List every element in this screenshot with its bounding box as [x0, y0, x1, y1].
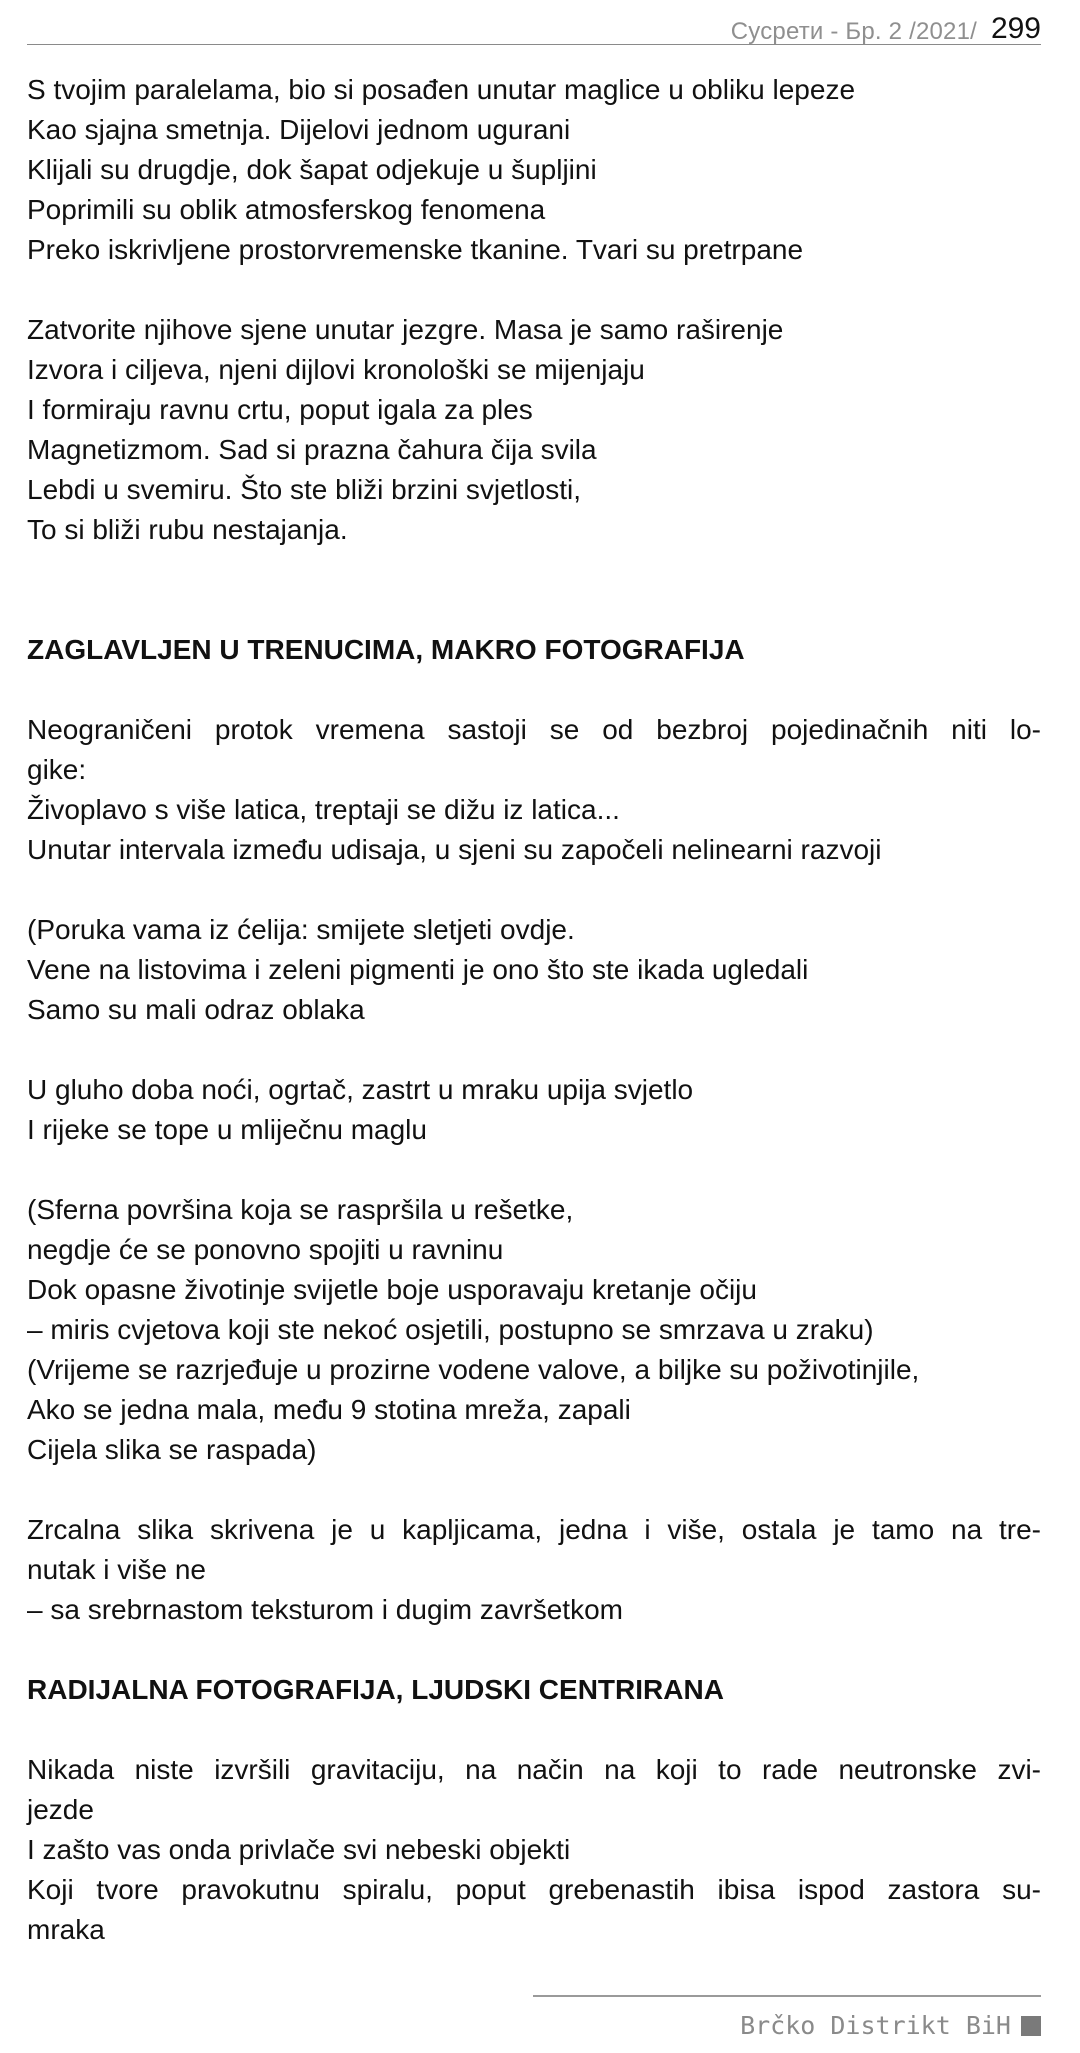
- poem-line: gike:: [27, 754, 87, 785]
- poem-line: Koji tvore pravokutnu spiralu, poput grebenastih ibisa ispod zastora su-: [27, 1874, 1041, 1905]
- poem-line: Neograničeni protok vremena sastoji se od bezbroj pojedinačnih niti lo-: [27, 714, 1041, 745]
- poem-line: Živoplavo s više latica, treptaji se dižu iz latica...: [27, 794, 620, 825]
- running-header: [27, 8, 1041, 45]
- poem-line: Magnetizmom. Sad si prazna čahura čija svila: [27, 434, 597, 465]
- poem-line: – sa srebrnastom teksturom i dugim završetkom: [27, 1594, 623, 1625]
- poem-content: [27, 70, 1041, 1950]
- poem-line: Izvora i ciljeva, njeni dijlovi kronološki se mijenjaju: [27, 354, 645, 385]
- paragraph-4: [27, 1190, 1041, 1470]
- poem-line: Kao sjajna smetnja. Dijelovi jednom ugurani: [27, 114, 571, 145]
- poem-line: S tvojim paralelama, bio si posađen unutar maglice u obliku lepeze: [27, 74, 856, 105]
- poem-title-radijalna: RADIJALNA FOTOGRAFIJA, LJUDSKI CENTRIRANA: [27, 1674, 724, 1705]
- poem-line: U gluho doba noći, ogrtač, zastrt u mraku upija svjetlo: [27, 1074, 694, 1105]
- poem-line: mraka: [27, 1914, 105, 1945]
- poem-line: I zašto vas onda privlače svi nebeski objekti: [27, 1834, 571, 1865]
- poem-line: – miris cvjetova koji ste nekoć osjetili, postupno se smrzava u zraku): [27, 1314, 874, 1345]
- paragraph-2: [27, 910, 1041, 1030]
- poem-line: Vene na listovima i zeleni pigmenti je ono što ste ikada ugledali: [27, 954, 809, 985]
- poem-line: Zrcalna slika skrivena je u kapljicama, jedna i više, ostala je tamo na tre-: [27, 1514, 1041, 1545]
- poem-line: Samo su mali odraz oblaka: [27, 994, 365, 1025]
- poem-line: Preko iskrivljene prostorvremenske tkanine. Tvari su pretrpane: [27, 234, 804, 265]
- poem-line: Unutar intervala između udisaja, u sjeni su započeli nelinearni razvoji: [27, 834, 882, 865]
- poem-line: Nikada niste izvršili gravitaciju, na način na koji to rade neutronske zvi-: [27, 1754, 1041, 1785]
- poem-line: I formiraju ravnu crtu, poput igala za ples: [27, 394, 533, 425]
- poem-line: (Poruka vama iz ćelija: smijete sletjeti ovdje.: [27, 914, 575, 945]
- poem-line: Klijali su drugdje, dok šapat odjekuje u šupljini: [27, 154, 597, 185]
- poem-title-zaglavljen: ZAGLAVLJEN U TRENUCIMA, MAKRO FOTOGRAFIJA: [27, 634, 745, 665]
- paragraph-1: [27, 710, 1041, 870]
- journal-issue-label: Сусрети - Бр. 2 /2021/: [730, 18, 977, 45]
- poem-line: Lebdi u svemiru. Što ste bliži brzini svjetlosti,: [27, 474, 581, 505]
- poem-line: negdje će se ponovno spojiti u ravninu: [27, 1234, 504, 1265]
- page-number: 299: [990, 12, 1041, 45]
- poem-line: To si bliži rubu nestajanja.: [27, 514, 348, 545]
- stanza-2: [27, 310, 1041, 550]
- paragraph-3: [27, 1070, 1041, 1150]
- poem-line: Cijela slika se raspada): [27, 1434, 317, 1465]
- poem-line: I rijeke se tope u mliječnu maglu: [27, 1114, 427, 1145]
- paragraph-6: [27, 1750, 1041, 1950]
- running-footer: [740, 2011, 1041, 2040]
- footer-divider: [533, 1995, 1041, 1997]
- poem-line: Poprimili su oblik atmosferskog fenomena: [27, 194, 546, 225]
- footer-label: Brčko Distrikt BiH: [740, 2011, 1011, 2040]
- poem-line: Ako se jedna mala, među 9 stotina mreža, zapali: [27, 1394, 631, 1425]
- square-icon: [1021, 2016, 1041, 2036]
- poem-line: Zatvorite njihove sjene unutar jezgre. Masa je samo raširenje: [27, 314, 784, 345]
- poem-line: Dok opasne životinje svijetle boje usporavaju kretanje očiju: [27, 1274, 757, 1305]
- poem-line: (Vrijeme se razrjeđuje u prozirne vodene valove, a biljke su poživotinjile,: [27, 1354, 920, 1385]
- poem-line: jezde: [27, 1794, 94, 1825]
- poem-line: (Sferna površina koja se raspršila u rešetke,: [27, 1194, 574, 1225]
- poem-line: nutak i više ne: [27, 1554, 206, 1585]
- stanza-1: [27, 70, 1041, 270]
- paragraph-5: [27, 1510, 1041, 1630]
